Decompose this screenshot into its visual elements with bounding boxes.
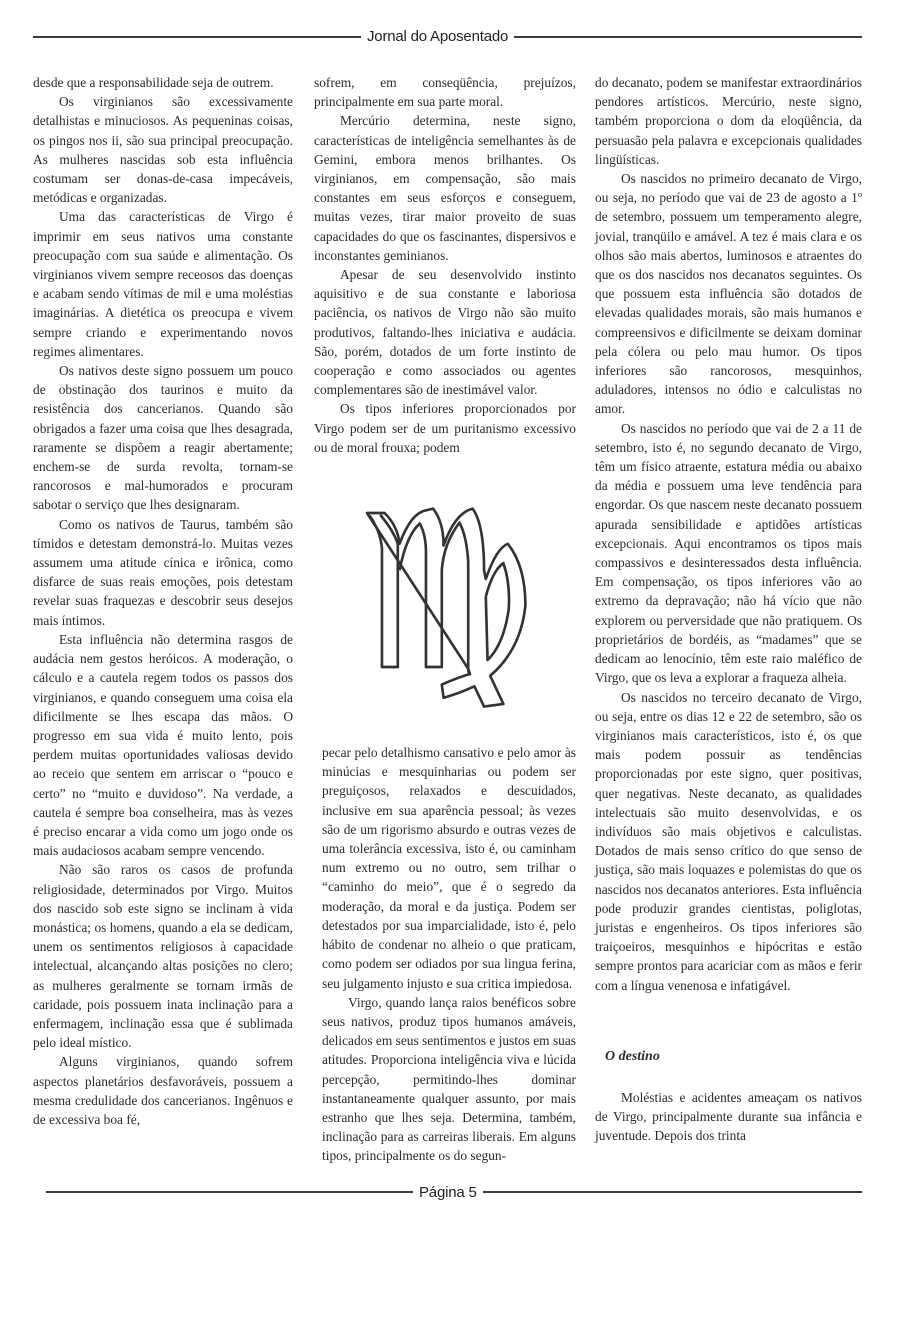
publication-title: Jornal do Aposentado	[367, 28, 509, 45]
paragraph: sofrem, em conseqüência, prejuízos, principalmente em sua parte moral.	[314, 75, 576, 110]
virgo-symbol-loop	[486, 563, 509, 660]
paragraph: Como os nativos de Taurus, também são tímidos e detestam demonstrá-lo. Muitas vezes assumem uma atitude cínica e irônica, como disfarce de suas reais emoções, pois detestam revelar suas fraquezas e descobrir seus desejos mais íntimos.	[33, 516, 293, 628]
paragraph: Os nascidos no terceiro decanato de Virgo, ou seja, entre os dias 12 e 22 de setembro, são os virginianos mais característicos, isto é, os que mais podem possuir as tendências proporcionadas por este signo, quer positivas, quer negativas. Neste decanato, as qualidades intelectuais são muito desenvolvidas, e os indivíduos são mais objetivos e calculistas. Dotados de mais senso crítico do que senso de justiça, são mais loquazes e polemistas do que os nascidos nos decanatos anteriores. Esta influência pode produzir grandes cientistas, poliglotas, juristas e engenheiros. Os tipos inferiores são traiçoeiros, mesquinhos e hipócritas e estão sempre prontos para acariciar com as mãos e ferir com a língua venenosa e infatigável.	[595, 689, 862, 993]
paragraph: Apesar de seu desenvolvido instinto aquisitivo e de sua constante e laboriosa paciência, os nativos de Virgo não são muito produtivos, faltando-lhes iniciativa e audácia. São, porém, dotados de um forte instinto de cooperação e como associados ou agentes complementares são de inestimável valor.	[314, 267, 576, 398]
running-header	[33, 0, 862, 45]
page-number: Página 5	[419, 1183, 477, 1201]
article-column-1	[33, 73, 293, 1129]
paragraph: Os nascidos no período que vai de 2 a 11 de setembro, isto é, no segundo decanato de Virgo, têm um físico atraente, estatura média ou abaixo da média e possuem uma leve tendência para engordar. Os que nascem neste decanato possuem apurada sensibilidade e aptidões artísticas excepcionais. Aqui encontramos os tipos mais compassivos e desinteressados desta influência. Em compensação, os tipos inferiores vão ao extremo da depravação; não há vício que não explorem ou perversidade que não pratiquem. Os proprietários de bordéis, as “madames” que se dedicam ao lenocínio, têm este raio maléfico de Virgo, que os leva a explorar a fraqueza alheia.	[595, 420, 862, 686]
virgo-symbol-middle-stems	[400, 523, 470, 674]
paragraph: Alguns virginianos, quando sofrem aspectos planetários desfavoráveis, possuem a mesma credulidade dos cancerianos. Ingênuos e de excessiva boa fé,	[33, 1054, 293, 1127]
footer-rule-left	[46, 1191, 413, 1193]
paragraph: pecar pelo detalhismo cansativo e pelo amor às minúcias e mesquinharias ou podem ser preguiçosos, relaxados e descuidados, inclusive em sua aparência pessoal; às vezes são de um rigorismo absurdo e outras vezes de uma tolerância excessiva, isto é, ou caminham num extremo ou no outro, sem trilhar o “caminho do meio”, que é o segredo da moderação, da moral e da justiça. Podem ser detestados por sua imparcialidade, isto é, pelo hábito de condenar no alheio o que praticam, como podem ser odiados por sua lingua ferina, seu julgamento injusto e sua critica impiedosa.	[322, 745, 576, 991]
paragraph: Não são raros os casos de profunda religiosidade, determinados por Virgo. Muitos dos nascido sob este signo se inclinam à vida monástica; os homens, quando a ela se dedicam, unem os sentimentos religiosos à capacidade intelectual, alcançando altas posições no clero; as mulheres geralmente se tornam irmãs de caridade, pois possuem inata inclinação para a enfermagem, inclinação essa que é sublimada pelo ideal místico.	[33, 862, 293, 1051]
paragraph: do decanato, podem se manifestar extraordinários pendores artísticos. Mercúrio, neste signo, também proporciona o dom da eloqüência, da persuasão pela palavra e excepcionais qualidades lingüísticas.	[595, 75, 862, 167]
header-rule-right	[514, 36, 862, 38]
running-footer	[46, 1166, 862, 1231]
article-column-2-bottom	[314, 743, 576, 1165]
paragraph: Mercúrio determina, neste signo, características de inteligência semelhantes às de Gemini, embora menos brilhantes. Os virginianos, em compensação, são mais constantes em seus esforços e conseguem, muitas vezes, tirar maior proveito de suas capacidades do que os fascinantes, dispersivos e inconstantes geminianos.	[314, 113, 576, 263]
paragraph: Os tipos inferiores proporcionados por Virgo podem ser de um puritanismo excessivo ou de moral frouxa; podem	[314, 401, 576, 455]
virgo-symbol-outline	[367, 509, 525, 707]
header-rule-left	[33, 36, 361, 38]
article-column-3	[595, 73, 862, 1146]
paragraph: Virgo, quando lança raios benéficos sobre seus nativos, produz tipos humanos amáveis, delicados em seus sentimentos e justos em suas atitudes. Proporciona inteligência viva e lúcida percepção, permitindo-lhes dominar instantaneamente qualquer assunto, por mais estranho que lhes seja. Determina, também, inclinação para as carreiras liberais. Em alguns tipos, principalmente os do segun-	[322, 994, 577, 1164]
paragraph: Os nativos deste signo possuem um pouco de obstinação dos taurinos e muito da resistência dos cancerianos. Quando são obrigados a fazer uma coisa que lhes desagrada, raramente se dispõem a reagir abertamente; enchem-se de surda revolta, tornam-se rancorosos e mal-humorados e procuram sabotar o serviço que lhes designaram.	[33, 363, 293, 513]
section-subheading: O destino	[605, 1048, 660, 1064]
article-body	[0, 73, 900, 1166]
article-column-2	[314, 73, 576, 1166]
footer-rule-right	[483, 1191, 862, 1193]
virgo-symbol-icon	[345, 481, 565, 721]
paragraph: Esta influência não determina rasgos de audácia nem gestos heróicos. A moderação, o cálculo e a cautela regem todos os passos dos virginianos, e quando conseguem uma coisa ela dificilmente se lhes escapa das mãos. O progresso em sua vida é muito lento, pois perdem muitas oportunidades valiosas devido ao receio que sentem em arriscar o “pouco e certo” no “muito e duvidoso”. Na verdade, a cautela é sempre boa conselheira, mas às vezes é preciso encarar a vida como um jogo onde os mais audaciosos acabam sempre vencendo.	[33, 631, 293, 859]
paragraph: Moléstias e acidentes ameaçam os nativos de Virgo, principalmente durante sua infância e juventude. Depois dos trinta	[595, 1089, 862, 1144]
article-column-2-top	[314, 73, 576, 457]
paragraph: Os nascidos no primeiro decanato de Virgo, ou seja, no período que vai de 23 de agosto a 1º de setembro, possuem um temperamento alegre, jovial, tranqüilo e amável. A tez é mais clara e os olhos são mais abertos, luminosos e atraentes do que os dos nascidos nos decanatos seguintes. Os que possuem esta influência são dotados de elevadas qualidades morais, são mais humanos e compreensivos e dificilmente se deixam dominar pela cólera ou pelo mau humor. Os tipos inferiores são rancorosos, mesquinhos, aduladores, intensos no ódio e calculistas no amor.	[595, 171, 862, 417]
paragraph: Os virginianos são excessivamente detalhistas e minuciosos. As pequeninas coisas, os pingos nos ii, são sua principal preocupação. As mulheres nascidas sob esta influência costumam ser donas-de-casa impecáveis, metódicas e organizadas.	[33, 94, 293, 206]
paragraph: Uma das características de Virgo é imprimir em seus nativos uma constante preocupação com sua saúde e alimentação. Os virginianos vivem sempre receosos das doenças e acabam sendo vítimas de mil e uma moléstias imaginárias. A dietética os preocupa e vivem sempre criando e experimentando novos regimes alimentares.	[33, 209, 293, 359]
paragraph: desde que a responsabilidade seja de outrem.	[33, 75, 274, 90]
